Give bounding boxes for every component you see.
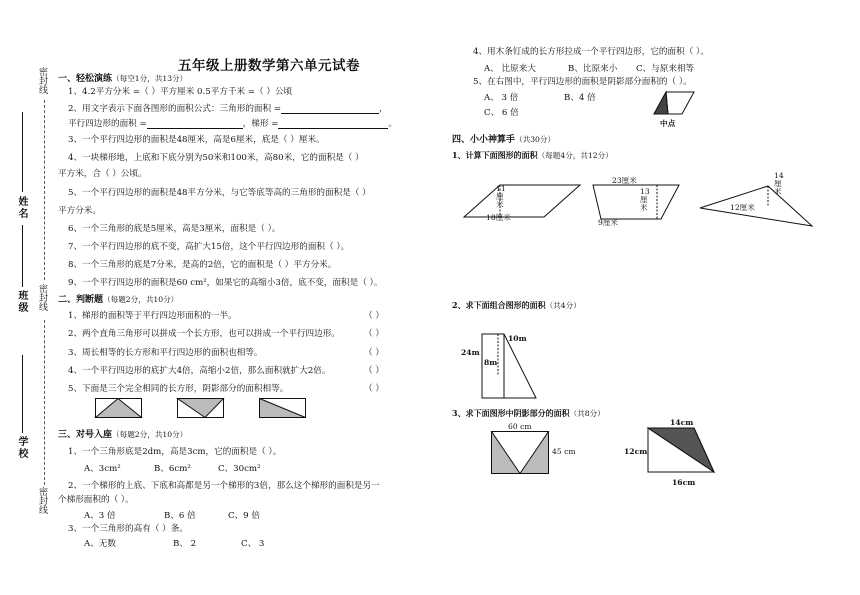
midpoint-label: 中点 (660, 119, 676, 128)
choice-q4-opt-a[interactable]: A、 比原来大 (484, 64, 536, 74)
part1-q5b: 平方分米。 (58, 206, 101, 216)
part3-note: （每题2分，共10分） (112, 430, 188, 439)
part1-title: 一、轻松演练 (58, 74, 113, 84)
part4-sub2 (452, 300, 581, 311)
trapezoid-area-label: ，梯形 = (242, 119, 279, 129)
choice-q5-opt-a[interactable]: A、 3 倍 (484, 93, 519, 103)
choice-q3-opt-c[interactable]: C、 3 (241, 539, 265, 549)
triangle-area-blank[interactable] (281, 104, 379, 114)
fig2-base-label: 9厘米 (598, 218, 619, 227)
part4-sub3-note: （共8分） (569, 409, 605, 418)
parallelogram-area-label: 平行四边形的面积 = (68, 119, 147, 129)
judge-item-2: 2、两个直角三角形可以拼成一个长方形，也可以拼成一个平行四边形。 (68, 329, 340, 339)
part4-sub3-title: 3、求下面图形中阴影部分的面积 (452, 408, 570, 418)
choice-q2a: 2、一个梯形的上底、下底和高都是另一个梯形的3倍，那么这个梯形的面积是另一 (68, 481, 380, 491)
fig4-left-label: 24m (461, 348, 480, 357)
part4-note: （共30分） (515, 135, 556, 144)
part4-sub2-note: （共4分） (545, 301, 581, 310)
choice-q5-opt-c[interactable]: C、 6 倍 (484, 108, 519, 118)
part4-sub1-title: 1、计算下面图形的面积 (452, 150, 538, 160)
fig5-right-label: 45 cm (552, 447, 576, 456)
fig2-height-label: 13 厘 米 (640, 187, 650, 212)
seal-line (44, 100, 45, 280)
seal-line-label-bottom: 密封线 (37, 487, 47, 514)
judge-bracket-1[interactable]: （ ） (364, 311, 384, 321)
part4-sub3 (452, 408, 605, 419)
part1-q2: 2、用文字表示下面各图形的面积公式：三角形的面积 = ， (68, 104, 388, 114)
judge-item-4: 4、一个平行四边形的底扩大4倍，高缩小2倍，那么面积就扩大2倍。 (68, 366, 331, 376)
judge-bracket-2[interactable]: （ ） (364, 329, 384, 339)
choice-q4-opt-b[interactable]: B、比原来小 (568, 64, 618, 74)
seal-line-lower (44, 320, 45, 485)
part4-sub1-note: （每题4分，共12分） (537, 151, 613, 160)
part1-q3: 3、一个平行四边形的面积是48厘米，高是6厘米，底是（ ）厘米。 (68, 135, 325, 145)
shaded-rectangle-figure (491, 431, 551, 477)
parallelogram-area-blank[interactable] (147, 119, 243, 129)
judge-item-3: 3、周长相等的长方形和平行四边形的面积也相等。 (68, 348, 263, 358)
part1-q2-text: 2、用文字表示下面各图形的面积公式：三角形的面积 = (68, 104, 282, 114)
parallelogram-shape (464, 185, 580, 217)
judge-bracket-5[interactable]: （ ） (364, 384, 384, 394)
part1-q4a: 4、一块梯形地，上底和下底分别为50米和100米，高80米，它的面积是（ ） (68, 153, 364, 163)
part2-heading (58, 292, 178, 305)
fig3-base-label: 12厘米 (730, 203, 755, 212)
choice-q2-opt-c[interactable]: C、9 倍 (228, 511, 260, 521)
fig1-height-label: 11 厘 米 (496, 184, 506, 209)
fig1-base-label: 18厘米 (486, 213, 511, 222)
page-title: 五年级上册数学第六单元试卷 (178, 58, 360, 74)
part2-title: 二、判断题 (58, 295, 104, 305)
name-label: 姓名 (16, 196, 27, 220)
choice-q1: 1、一个三角形底是2dm，高是3cm，它的面积是（ ）。 (68, 447, 282, 457)
part3-heading (58, 427, 187, 440)
parallelogram-midpoint-figure (648, 90, 696, 116)
part1-heading (58, 71, 187, 84)
part1-q9: 9、一个平行四边形的面积是60 cm²，如果它的高缩小3倍，底不变，面积是（ ）。 (68, 278, 383, 288)
judge-item-5: 5、下面是三个完全相同的长方形，阴影部分的面积相等。 (68, 384, 289, 394)
fig6-bottom-label: 16cm (672, 478, 696, 487)
trapezoid-shape (593, 185, 679, 219)
part4-title: 四、小小神算手 (452, 135, 516, 145)
part1-q1: 1、4.2平方分米 =（ ）平方厘米 0.5平方千米 =（ ）公顷 (68, 87, 293, 97)
choice-q4-opt-c[interactable]: C、与原来相等 (636, 64, 695, 74)
choice-q2-opt-b[interactable]: B、6 倍 (164, 511, 196, 521)
part3-title: 三、对号入座 (58, 430, 113, 440)
fig2-top-label: 23厘米 (612, 176, 637, 185)
fig6-top-label: 14cm (670, 418, 694, 427)
part4-heading (452, 132, 555, 145)
school-label: 学校 (16, 436, 27, 460)
triangle-figure (698, 180, 818, 228)
part1-q7: 7、一个平行四边形的底不变，高扩大15倍，这个平行四边形的面积（ ）。 (68, 242, 350, 252)
part4-sub1 (452, 150, 613, 161)
part2-note: （每题2分，共10分） (103, 295, 179, 304)
choice-q5: 5、在右图中，平行四边形的面积是阴影部分面积的（ ）。 (473, 77, 692, 87)
choice-q4: 4、用木条钉成的长方形拉成一个平行四边形，它的面积（ ）。 (473, 47, 709, 57)
choice-q3: 3、一个三角形的高有（ ）条。 (68, 524, 188, 534)
part1-q6: 6、一个三角形的底是5厘米，高是3厘米，面积是（ ）。 (68, 224, 281, 234)
class-label: 班级 (16, 290, 27, 314)
trapezoid-area-blank[interactable] (278, 119, 388, 129)
shaded-trapezoid-figure (646, 426, 718, 476)
choice-q1-opt-c[interactable]: C、30cm² (218, 464, 261, 474)
part1-q2-line2: 平行四边形的面积 = ，梯形 = 。 (68, 119, 398, 129)
fig4-mid-label: 8m (484, 358, 498, 367)
choice-q3-opt-a[interactable]: A、无数 (84, 539, 116, 549)
judge-item-1: 1、梯形的面积等于平行四边形面积的一半。 (68, 311, 237, 321)
part1-note: （每空1分，共13分） (112, 74, 188, 83)
choice-q3-opt-b[interactable]: B、 2 (173, 539, 197, 549)
part1-q5a: 5、一个平行四边形的面积是48平方分米，与它等底等高的三角形的面积是（ ） (68, 188, 371, 198)
choice-q1-opt-b[interactable]: B、6cm² (154, 464, 191, 474)
judge-bracket-3[interactable]: （ ） (364, 348, 384, 358)
fig4-top-label: 10m (508, 334, 527, 343)
choice-q2-opt-a[interactable]: A、3 倍 (84, 511, 116, 521)
judge-bracket-4[interactable]: （ ） (364, 366, 384, 376)
fig5-top-label: 60 cm (508, 422, 532, 431)
parallelogram-figure (462, 183, 584, 223)
choice-q5-opt-b[interactable]: B、4 倍 (564, 93, 596, 103)
rectangles-figure (95, 398, 325, 420)
part1-q4b: 平方米，合（ ）公顷。 (58, 169, 147, 179)
part1-q8: 8、一个三角形的底是7分米，是高的2倍，它的面积是（ ）平方分米。 (68, 260, 337, 270)
seal-line-label-mid: 密封线 (37, 284, 47, 311)
choice-q1-opt-a[interactable]: A、3cm² (84, 464, 121, 474)
part4-sub2-title: 2、求下面组合图形的面积 (452, 300, 546, 310)
choice-q2b: 个梯形面积的（ ）。 (58, 495, 134, 505)
school-blank[interactable] (22, 355, 23, 433)
triangle-shape (700, 186, 812, 226)
seal-line-label-top: 密封线 (37, 67, 47, 94)
name-blank[interactable] (22, 112, 23, 192)
fig6-left-label: 12cm (624, 447, 648, 456)
class-blank[interactable] (22, 225, 23, 287)
fig3-height-label: 14 厘 米 (774, 171, 784, 196)
